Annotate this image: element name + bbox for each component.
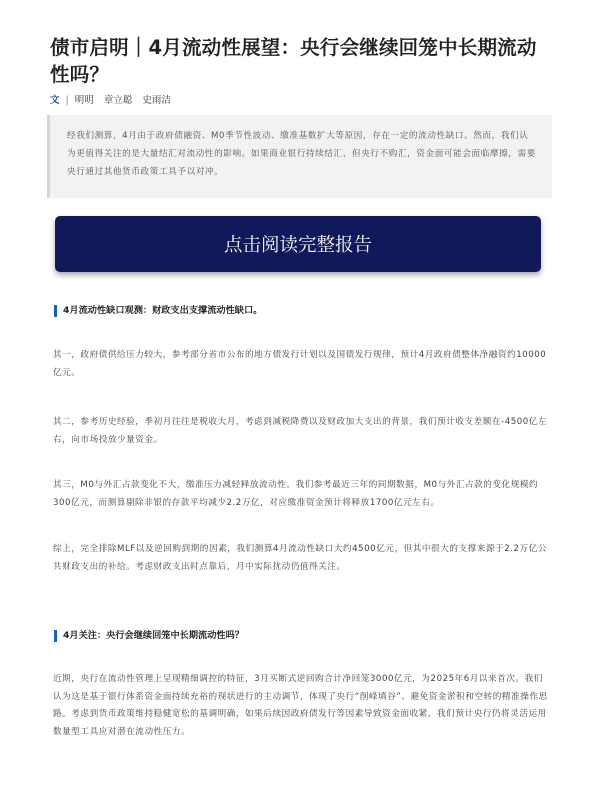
article-title: 债市启明｜4月流动性展望：央行会继续回笼中长期流动性吗？ [50, 36, 537, 86]
summary-text: 经我们测算，4月由于政府债融资、M0季节性波动、缴准基数扩大等原因，存在一定的流动性缺口。然而，我们认为更值得关注的是大量结汇对流动性的影响。如果商业银行持续结汇，但央行不购汇，资金面可能会面临摩擦，需要央行通过其他货币政策工具予以对冲。 [67, 131, 536, 177]
author-name[interactable]: 史雨洁 [142, 95, 171, 106]
byline-prefix: 文 [50, 95, 60, 106]
paragraph: 其二，参考历史经验，季初月往往是税收大月，考虑到减税降费以及财政加大支出的背景，我们预计收支差额在-4500亿左右，向市场投放少量资金。 [53, 417, 548, 445]
paragraph: 近期，央行在流动性管理上呈现精细调控的特征，3月买断式逆回购合计净回笼3000亿元，为2025年6月以来首次。我们认为这是基于银行体系资金面持续充裕的现状进行的主动调节，体现了央行“削峰填谷”、避免资金淤积和空转的精准操作思路。考虑到货币政策维持稳健宽松的基调明确，如果后续因政府债发行等因素导致资金面收紧，我们预计央行仍将灵活运用数量型工具应对潜在流动性压力。 [53, 674, 548, 737]
author-name[interactable]: 章立聪 [103, 95, 133, 106]
read-full-report-label: 点击阅读完整报告 [223, 235, 372, 256]
paragraph: 综上，完全排除MLF以及逆回购到期的因素，我们测算4月流动性缺口大约4500亿元，但其中很大的支撑来源于2.2万亿公共财政支出的补给。考虑财政支出时点靠后，月中实际扰动仍值得关注。 [53, 544, 547, 572]
section-heading: 4月流动性缺口观测：财政支出支撑流动性缺口。 [54, 305, 262, 317]
paragraph: 其三，M0与外汇占款变化不大，缴准压力减轻释放流动性。我们参考最近三年的同期数据，M0与外汇占款的变化规模约300亿元，而测算剔除非银的存款平均减少2.2万亿，对应缴准资金预计将释放1700亿元左右。 [53, 480, 539, 508]
paragraph: 其一，政府债供给压力较大，参考部分省市公布的地方债发行计划以及国债发行规律，预计4月政府债整体净融资约10000亿元。 [53, 350, 547, 378]
summary-box [47, 115, 552, 198]
byline [50, 92, 178, 106]
section-heading: 4月关注：央行会继续回笼中长期流动性吗？ [54, 630, 244, 642]
read-full-report-button[interactable] [55, 216, 541, 272]
byline-separator: | [65, 95, 69, 106]
author-name[interactable]: 明明 [74, 95, 94, 106]
